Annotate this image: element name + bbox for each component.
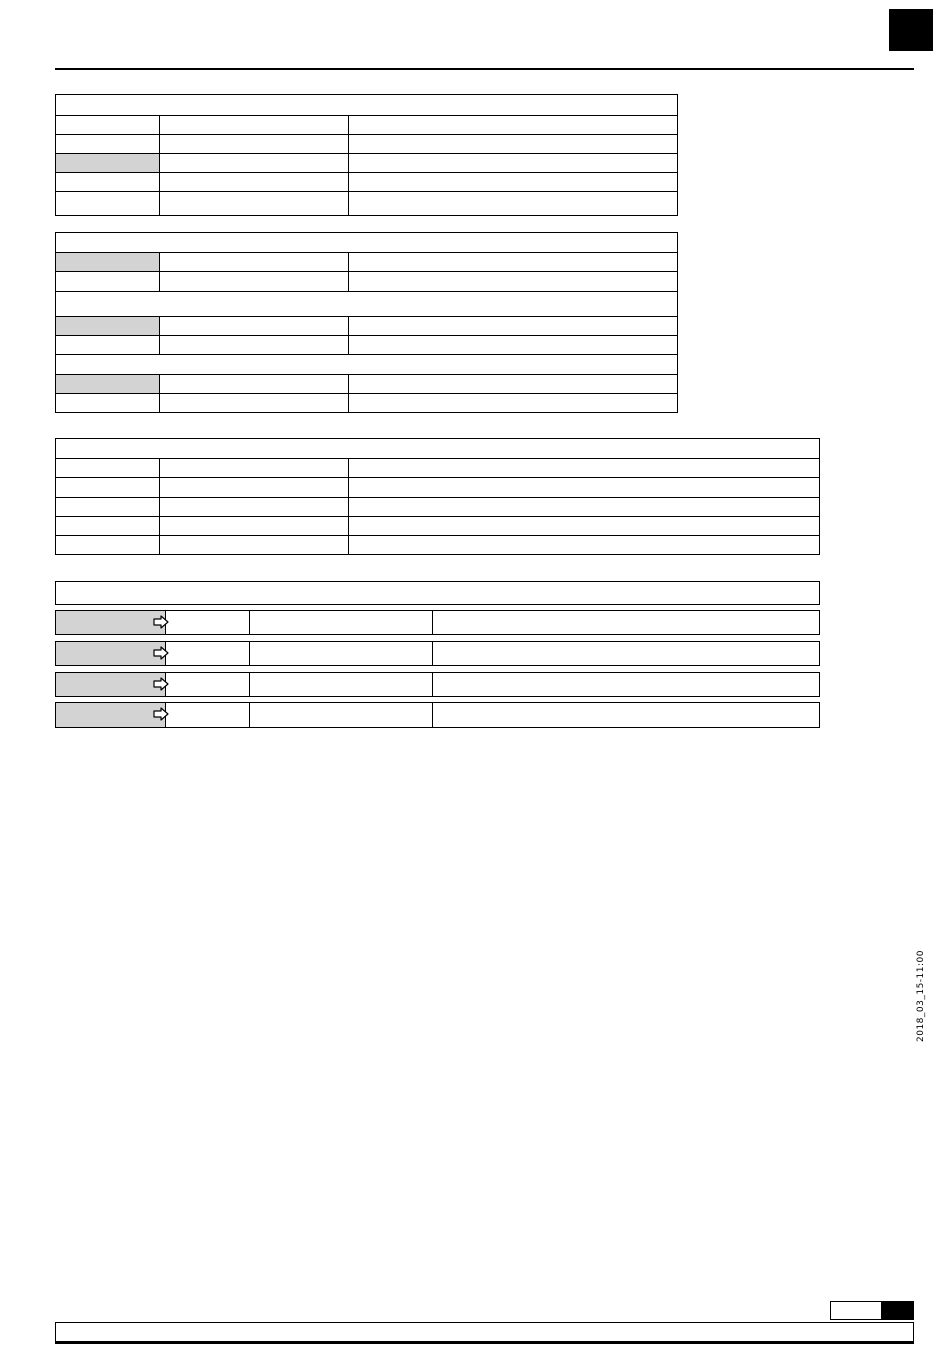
shaded-cell <box>56 642 166 665</box>
page-number-box <box>830 1301 914 1320</box>
right-arrow-icon <box>153 677 169 691</box>
shaded-cell <box>56 316 159 335</box>
date-stamp-text: 2018_03_15-11:00 <box>916 950 926 1042</box>
shaded-cell <box>56 703 166 727</box>
arrow-row <box>55 641 820 666</box>
spec-table-1 <box>55 94 678 216</box>
spec-table-3 <box>55 438 820 555</box>
shaded-cell <box>56 252 159 271</box>
header-rule <box>55 68 914 70</box>
shaded-cell <box>56 374 159 393</box>
spec-table-2 <box>55 232 678 413</box>
page-number-fill <box>881 1302 913 1319</box>
right-arrow-icon <box>153 646 169 660</box>
footer-bar <box>55 1322 914 1344</box>
arrow-row <box>55 702 820 728</box>
arrow-row <box>55 610 820 635</box>
corner-tab-marker <box>889 9 933 51</box>
right-arrow-icon <box>153 707 169 721</box>
shaded-cell <box>56 673 166 696</box>
spec-table-4-header <box>55 581 820 605</box>
arrow-row <box>55 672 820 697</box>
shaded-cell <box>56 153 159 172</box>
shaded-cell <box>56 611 166 634</box>
right-arrow-icon <box>153 615 169 629</box>
